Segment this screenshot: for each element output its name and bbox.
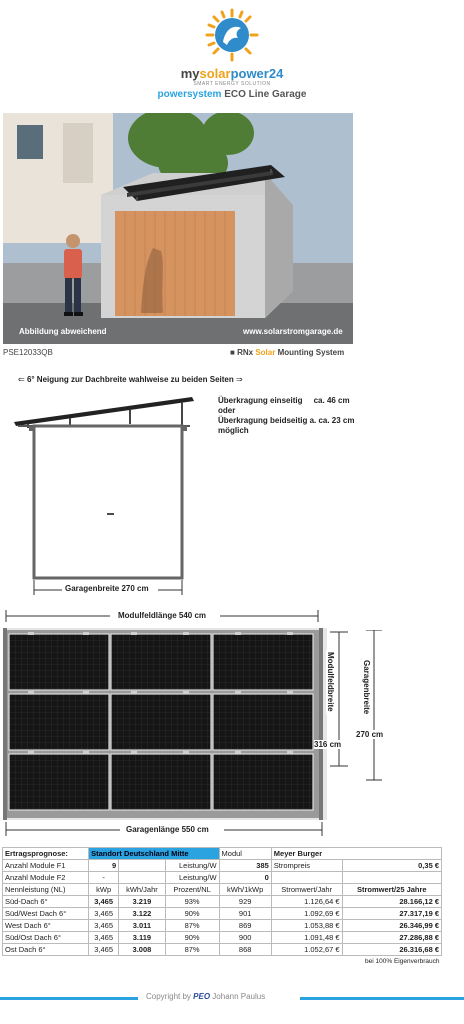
self-consumption-note: bei 100% Eigenverbrauch (365, 957, 440, 965)
cell-kwp: 3,465 (89, 896, 119, 908)
garage-length-dimension (0, 820, 330, 840)
module-field-length-dimension (0, 608, 464, 624)
module-field-width-value: 316 cm (314, 740, 342, 749)
cell-kwp: 3,465 (89, 908, 119, 920)
logo-sun-icon (205, 8, 259, 62)
cell-kwp: 3,465 (89, 920, 119, 932)
row-label: Süd/West Dach 6° (3, 908, 89, 920)
table-row (3, 944, 442, 956)
mount-rest: Mounting System (277, 348, 345, 357)
garage-illustration (3, 113, 353, 344)
tilt-note-row (18, 375, 243, 384)
cell-kwp: 3,465 (89, 932, 119, 944)
header-kwp: kWp (89, 884, 119, 896)
f2-value: - (89, 872, 119, 884)
price-value: 0,35 € (342, 860, 441, 872)
subtitle-powersystem: powersystem (157, 89, 222, 100)
cell-kwh: 3.122 (119, 908, 165, 920)
cell-value-25y: 26.316,68 € (342, 944, 441, 956)
brand-solar: solar (199, 66, 231, 81)
brand-name (0, 66, 464, 81)
product-line-title (0, 89, 464, 100)
cell-percent: 90% (165, 908, 219, 920)
garage-width-value: 270 cm (356, 730, 384, 739)
f2-label: Anzahl Module F2 (3, 872, 89, 884)
mount-icon: ■ (230, 348, 235, 357)
cell-value-25y: 26.346,99 € (342, 920, 441, 932)
cell-percent: 90% (165, 932, 219, 944)
cell-value-year: 1.091,48 € (271, 932, 342, 944)
photo-caption-website: www.solarstromgarage.de (243, 327, 343, 336)
overhang-both-sided: Überkragung beidseitig a. ca. 23 cm (218, 416, 355, 425)
cell-value-25y: 27.317,19 € (342, 908, 441, 920)
cell-kwh-per-kwp: 868 (219, 944, 271, 956)
table-row (3, 920, 442, 932)
overhang-notes (218, 396, 355, 436)
yield-forecast-table (2, 847, 442, 967)
arrow-right-icon: ⇒ (235, 375, 243, 384)
product-code: PSE12033QB (3, 348, 53, 357)
solar-panel-array (3, 628, 327, 820)
side-view-drawing (10, 390, 200, 600)
mounting-system-label (230, 348, 344, 357)
footer (0, 992, 464, 1006)
garage-width-label: Garagenbreite (362, 660, 371, 715)
arrow-left-icon: ⇐ (18, 375, 25, 384)
copyright-text: Copyright by (146, 992, 191, 1001)
cell-kwh: 3.219 (119, 896, 165, 908)
cell-kwh-per-kwp: 929 (219, 896, 271, 908)
cell-kwh: 3.119 (119, 932, 165, 944)
mount-solar: Solar (255, 348, 276, 357)
brand-power: power24 (230, 66, 284, 81)
subtitle-eco-line: ECO Line Garage (224, 89, 307, 100)
row-label: Süd-Dach 6° (3, 896, 89, 908)
copyright-name: Johann Paulus (212, 992, 266, 1001)
price-label: Strompreis (271, 860, 342, 872)
cell-value-year: 1.053,88 € (271, 920, 342, 932)
cell-value-year: 1.092,69 € (271, 908, 342, 920)
logo-block (0, 8, 464, 100)
garage-length-label: Garagenlänge 550 cm (126, 825, 209, 834)
cell-kwh-per-kwp: 900 (219, 932, 271, 944)
f1-label: Anzahl Module F1 (3, 860, 89, 872)
row-label: Süd/Ost Dach 6° (3, 932, 89, 944)
row-label: Ost Dach 6° (3, 944, 89, 956)
table-header-row (3, 884, 442, 896)
module-label: Modul (219, 848, 271, 860)
yield-title: Ertragsprognose: (3, 848, 89, 860)
table-row (3, 908, 442, 920)
cell-kwh: 3.011 (119, 920, 165, 932)
header-kwh-per-kwp: kWh/1kWp (219, 884, 271, 896)
cell-value-year: 1.126,64 € (271, 896, 342, 908)
right-dimensions (314, 630, 464, 820)
header-value-year: Stromwert/Jahr (271, 884, 342, 896)
module-field-width-label: Modulfeldbreite (326, 652, 335, 712)
brand-my: my (180, 66, 200, 81)
cell-kwh-per-kwp: 901 (219, 908, 271, 920)
power-label: Leistung/W (165, 860, 219, 872)
row-label: West Dach 6° (3, 920, 89, 932)
power2-label: Leistung/W (165, 872, 219, 884)
module-value: Meyer Burger (271, 848, 441, 860)
header-nominal-power: Nennleistung (NL) (3, 884, 89, 896)
side-view-garage-width: Garagenbreite 270 cm (65, 584, 149, 593)
header-percent: Prozent/NL (165, 884, 219, 896)
yield-location: Standort Deutschland Mitte (89, 848, 219, 860)
cell-value-25y: 28.166,12 € (342, 896, 441, 908)
header-value-25y: Stromwert/25 Jahre (342, 884, 441, 896)
overhang-one-sided-value: ca. 46 cm (313, 396, 350, 405)
power2-value: 0 (219, 872, 271, 884)
overhang-possible: möglich (218, 426, 249, 435)
cell-kwp: 3,465 (89, 944, 119, 956)
cell-percent: 87% (165, 944, 219, 956)
f1-value: 9 (89, 860, 119, 872)
brand-tagline: SMART ENERGY SOLUTION (193, 81, 271, 87)
tilt-note: 6° Neigung zur Dachbreite wahlweise zu beiden Seiten (26, 375, 234, 384)
cell-percent: 93% (165, 896, 219, 908)
photo-caption-disclaimer: Abbildung abweichend (19, 327, 107, 336)
power-value: 385 (219, 860, 271, 872)
cell-percent: 87% (165, 920, 219, 932)
module-field-length-label: Modulfeldlänge 540 cm (118, 611, 207, 620)
cell-kwh-per-kwp: 869 (219, 920, 271, 932)
overhang-or: oder (218, 406, 236, 415)
table-row (3, 896, 442, 908)
overhang-one-sided: Überkragung einseitig (218, 396, 303, 405)
footer-copyright (146, 992, 265, 1001)
cell-kwh: 3.008 (119, 944, 165, 956)
cell-value-year: 1.052,67 € (271, 944, 342, 956)
cell-value-25y: 27.286,88 € (342, 932, 441, 944)
mount-prefix: RNx (237, 348, 254, 357)
company-logo: PEO (193, 992, 211, 1001)
header-kwh-year: kWh/Jahr (119, 884, 165, 896)
table-row (3, 932, 442, 944)
